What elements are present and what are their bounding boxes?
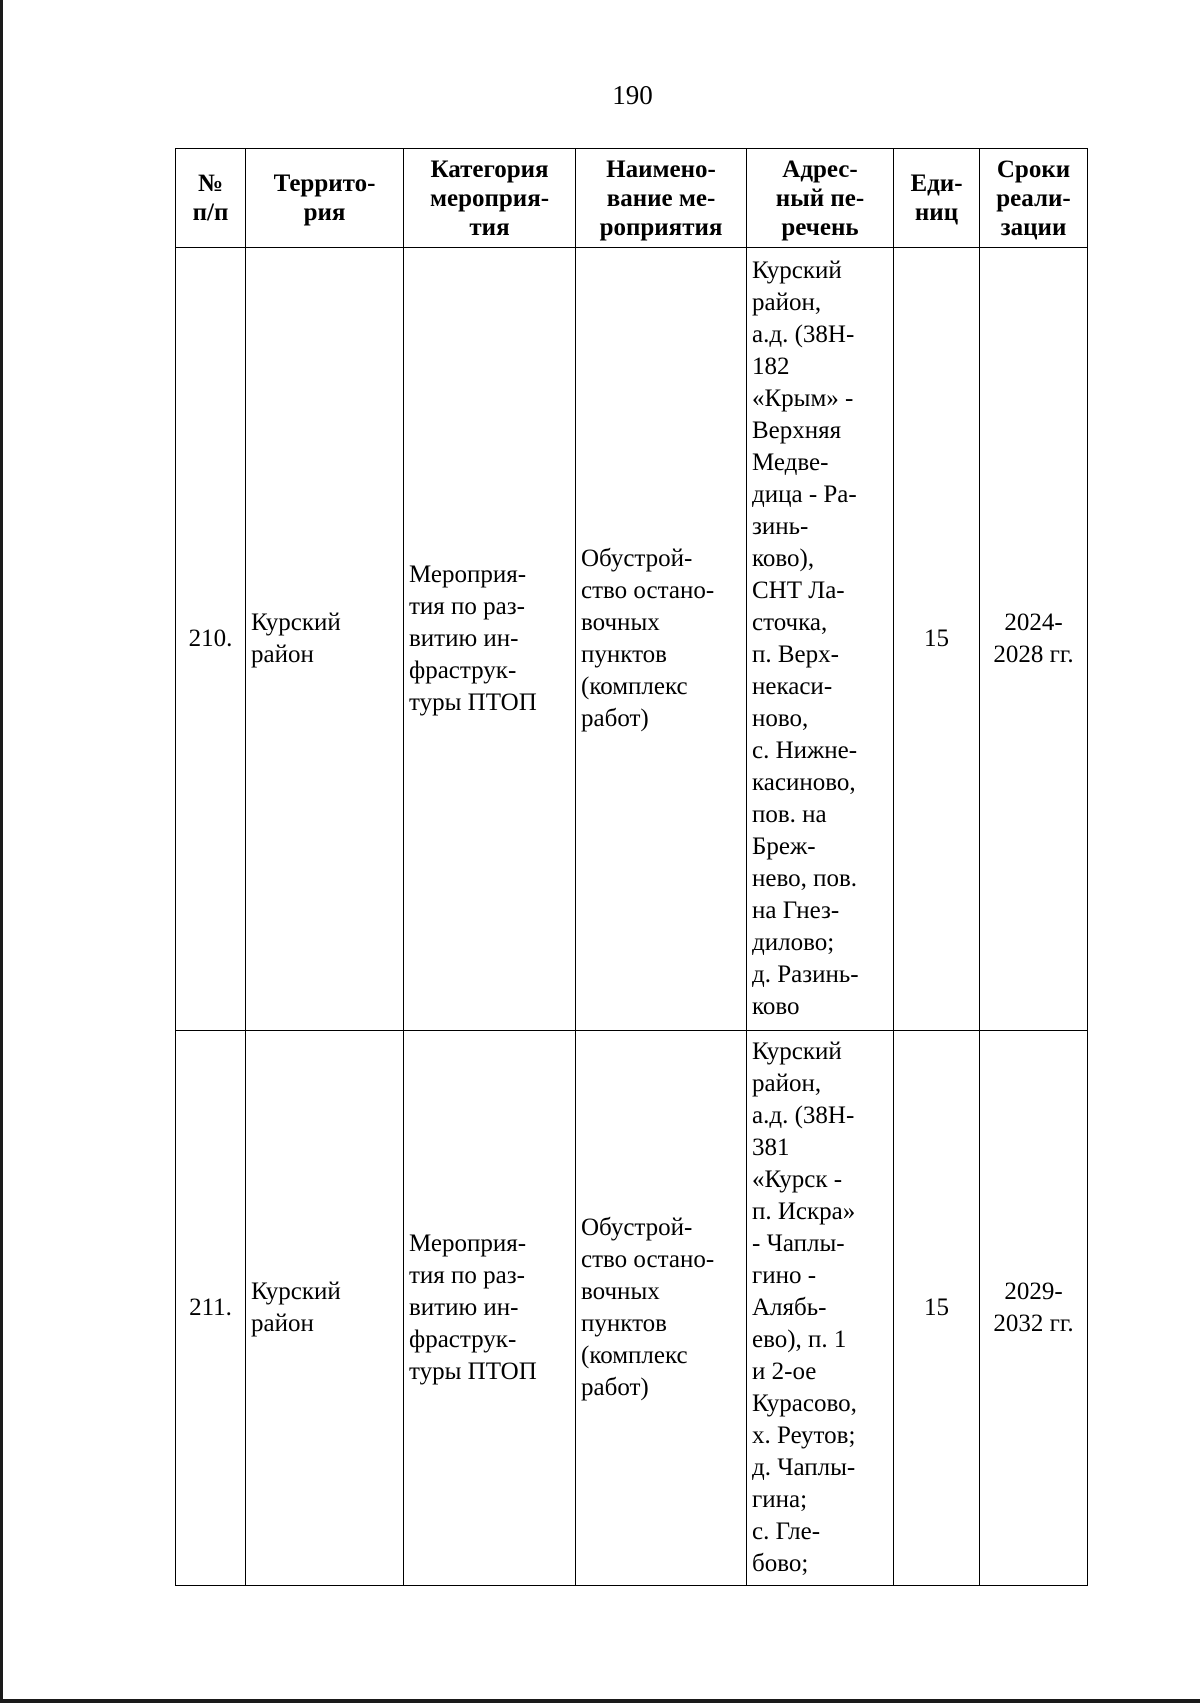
- scan-edge-bottom: [0, 1699, 1200, 1703]
- row-period: 2029- 2032 гг.: [980, 1031, 1088, 1586]
- row-territory: Курский район: [246, 1031, 404, 1586]
- row-address-list: Курский район, а.д. (38Н- 182 «Крым» - Верхняя Медве- дица - Ра- зинь- ково), СНТ Ла- сточка, п. Верх- некаси- ново, с. Нижне- касиново, пов. на Бреж- нево, пов. на Гнез- дилово; д. Разинь- ково: [747, 248, 894, 1031]
- header-territory: Террито- рия: [246, 149, 404, 248]
- row-measure-name: Обустрой- ство остано- вочных пунктов (комплекс работ): [576, 1031, 747, 1586]
- header-period: Сроки реали- зации: [980, 149, 1088, 248]
- table-row: [176, 248, 1088, 1031]
- header-measure-name: Наимено- вание ме- роприятия: [576, 149, 747, 248]
- row-units: 15: [894, 1031, 980, 1586]
- header-number: № п/п: [176, 149, 246, 248]
- row-category: Мероприя- тия по раз- витию ин- фраструк- туры ПТОП: [404, 1031, 576, 1586]
- row-territory: Курский район: [246, 248, 404, 1031]
- header-category: Категория мероприя- тия: [404, 149, 576, 248]
- header-units: Еди- ниц: [894, 149, 980, 248]
- row-category: Мероприя- тия по раз- витию ин- фраструк- туры ПТОП: [404, 248, 576, 1031]
- row-number: 211.: [176, 1031, 246, 1586]
- row-period: 2024- 2028 гг.: [980, 248, 1088, 1031]
- table-row: [176, 1031, 1088, 1586]
- page-number: 190: [612, 80, 653, 110]
- row-number: 210.: [176, 248, 246, 1031]
- table-header-row: [176, 149, 1088, 248]
- row-units: 15: [894, 248, 980, 1031]
- row-address-list: Курский район, а.д. (38Н- 381 «Курск - п. Искра» - Чаплы- гино - Алябь- ево), п. 1 и 2-ое Курасово, х. Реутов; д. Чаплы- гина; с. Гле- бово;: [747, 1031, 894, 1586]
- measures-table: [175, 148, 1088, 1586]
- scan-edge-left: [0, 0, 3, 1703]
- row-measure-name: Обустрой- ство остано- вочных пунктов (комплекс работ): [576, 248, 747, 1031]
- header-address-list: Адрес- ный пе- речень: [747, 149, 894, 248]
